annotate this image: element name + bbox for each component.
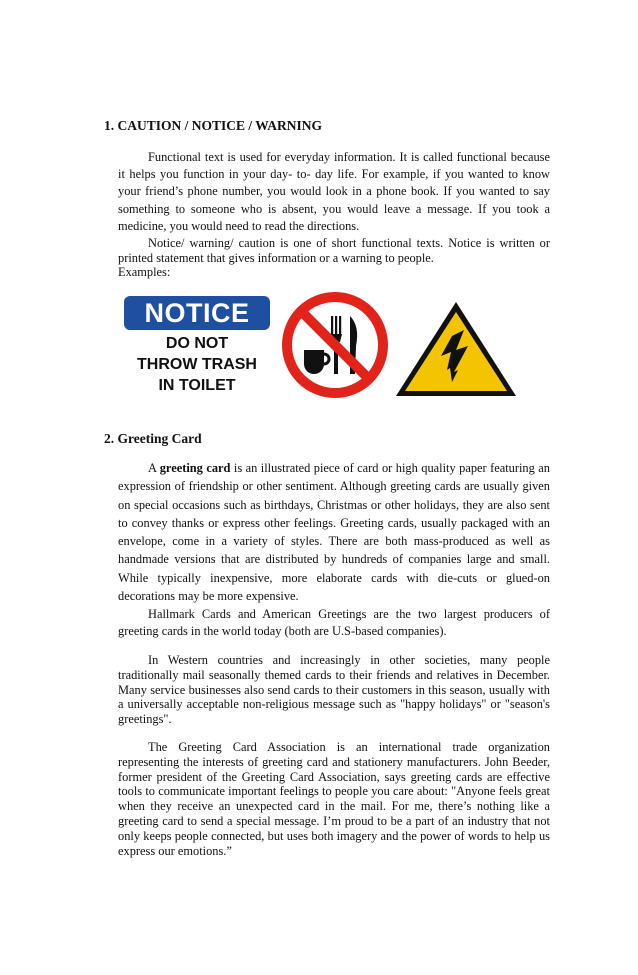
paragraph-western-countries: In Western countries and increasingly in other societies, many people traditionally mail seasonally themed cards to their friends and relatives in December. Many service businesses also send cards to their customers in this season, usually with a universally acceptable non-religious message such as "happy holidays" or "season's greetings". <box>118 653 550 727</box>
no-food-drink-icon <box>280 290 390 400</box>
notice-sign-line: DO NOT <box>165 335 229 352</box>
paragraph-functional-text: Functional text is used for everyday information. It is called functional because it helps you function in your day- to- day life. For example, if you wanted to know your friend’s phone number, you would look in a phone book. If you wanted to say something to someone who is absent, you would leave a message. If you took a medicine, you would need to read the directions. <box>118 150 550 233</box>
notice-sign-line: THROW TRASH <box>137 356 257 373</box>
section-heading-greeting-card: 2. Greeting Card <box>104 431 202 446</box>
notice-sign-title: NOTICE <box>124 296 270 330</box>
example-signs <box>120 290 520 402</box>
electrical-hazard-icon <box>392 298 520 398</box>
notice-sign-line: IN TOILET <box>158 377 236 394</box>
section-heading-caution: 1. CAUTION / NOTICE / WARNING <box>104 118 323 133</box>
bold-term: greeting card <box>159 461 231 475</box>
examples-label: Examples: <box>118 265 171 279</box>
paragraph-greeting-card-definition: A greeting card is an illustrated piece of card or high quality paper featuring an expression of friendship or other sentiment. Although greeting cards are usually given on special occasions such as birthdays, Christmas or other holidays, they are also sent to convey thanks or express other feelings. Greeting cards, usually packaged with an envelope, come in a variety of styles. There are both mass-produced as well as handmade versions that are distributed by hundreds of companies large and small. While typically inexpensive, more elaborate cards with die-cuts or glued-on decorations may be more expensive. <box>118 461 550 604</box>
paragraph-greeting-card-association: The Greeting Card Association is an international trade organization representing the interests of greeting card and stationery manufacturers. John Beeder, former president of the Greeting Card Association, says greeting cards are effective tools to communicate important feelings to people you care about: "Anyone feels great when they receive an unexpected card in the mail. For me, there’s nothing like a greeting card to send a special message. I’m proud to be a part of an industry that not only keeps people connected, but uses both imagery and the power of words to help us express our emotions.” <box>118 740 550 858</box>
paragraph-notice-definition: Notice/ warning/ caution is one of short functional texts. Notice is written or printed statement that gives information or a warning to people. <box>118 236 550 265</box>
notice-sign <box>122 294 272 398</box>
paragraph-hallmark: Hallmark Cards and American Greetings are the two largest producers of greeting cards in the world today (both are U.S-based companies). <box>118 607 550 639</box>
